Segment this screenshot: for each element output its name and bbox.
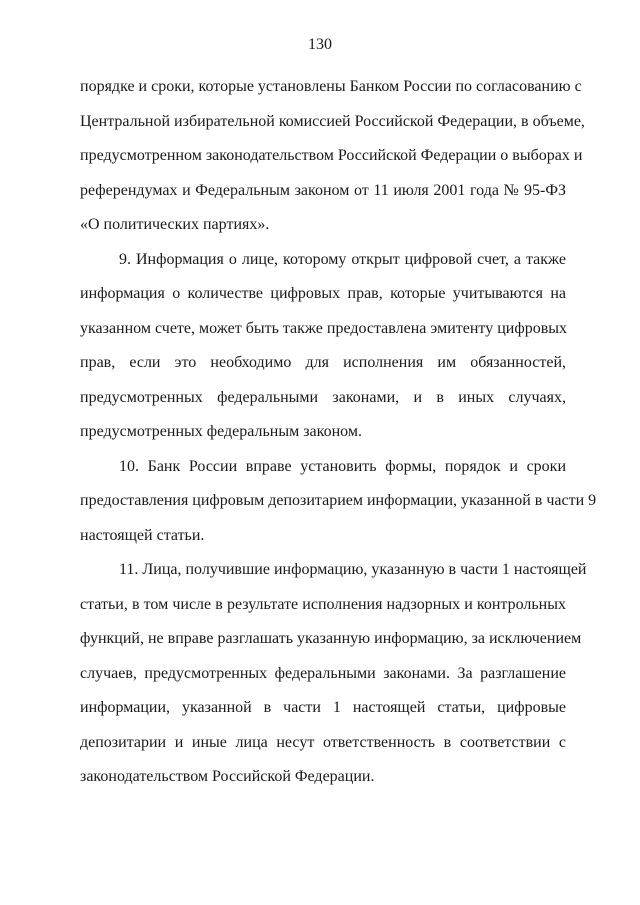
text-line: настоящей статьи. xyxy=(80,526,205,544)
text-line: статьи, в том числе в результате исполнения надзорных и контрольных xyxy=(80,595,566,613)
text-line: предоставления цифровым депозитарием информации, указанной в части 9 xyxy=(80,492,597,509)
text-line: депозитарии и иные лица несут ответственность в соответствии с xyxy=(80,733,566,751)
page-number: 130 xyxy=(308,36,332,53)
text-line: предусмотренных федеральными законами, и в иных случаях, xyxy=(80,388,566,406)
text-line: предусмотренном законодательством Российской Федерации о выборах и xyxy=(80,147,583,164)
paragraph-9 xyxy=(80,243,566,450)
text-line: 10. Банк России вправе установить формы, порядок и сроки xyxy=(119,457,566,475)
paragraph-11 xyxy=(80,553,587,795)
text-line: функций, не вправе разглашать указанную информацию, за исключением xyxy=(80,630,582,647)
paragraph-continuation xyxy=(80,70,585,243)
text-line: «О политических партиях». xyxy=(80,216,270,233)
text-line: информация о количестве цифровых прав, которые учитываются на xyxy=(80,285,566,302)
text-line: информации, указанной в части 1 настоящей статьи, цифровые xyxy=(80,699,566,716)
text-line: указанном счете, может быть также предоставлена эмитенту цифровых xyxy=(80,319,567,337)
text-line: законодательством Российской Федерации. xyxy=(80,768,375,785)
text-line: предусмотренных федеральным законом. xyxy=(80,423,362,440)
text-line: Центральной избирательной комиссией Российской Федерации, в объеме, xyxy=(80,112,585,130)
text-line: 9. Информация о лице, которому открыт цифровой счет, а также xyxy=(119,250,566,268)
document-body xyxy=(80,70,597,795)
text-line: порядке и сроки, которые установлены Банком России по согласованию с xyxy=(80,78,582,95)
text-line: случаев, предусмотренных федеральными законами. За разглашение xyxy=(80,664,566,682)
text-line: референдумах и Федеральным законом от 11 июля 2001 года № 95-ФЗ xyxy=(80,181,566,199)
text-line: 11. Лица, получившие информацию, указанную в части 1 настоящей xyxy=(119,561,587,578)
text-line: прав, если это необходимо для исполнения им обязанностей, xyxy=(80,354,566,371)
paragraph-10 xyxy=(80,450,597,554)
